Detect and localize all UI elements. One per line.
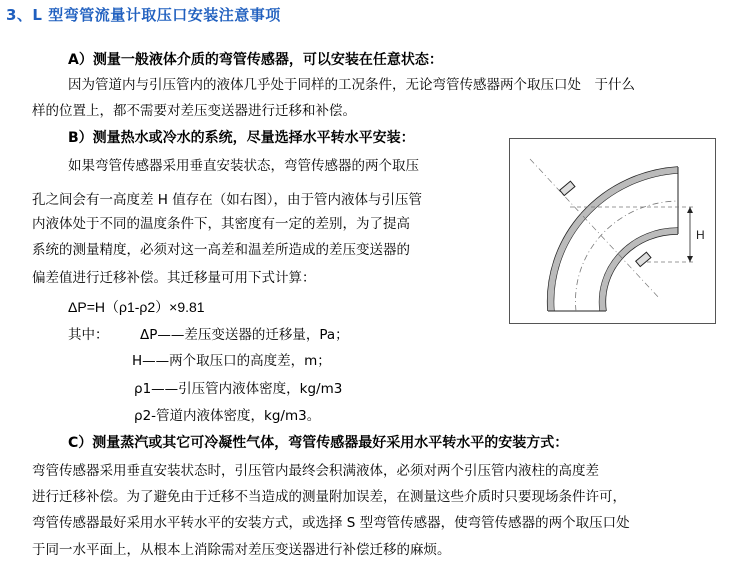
definition-item: ΔP——差压变送器的迁移量，Pa； [140,327,349,343]
pressure-tap-outer [560,181,575,195]
section-c-line: 于同一水平面上，从根本上消除需对差压变送器进行补偿迁移的麻烦。 [32,542,451,558]
section-c-heading: C）测量蒸汽或其它可冷凝性气体，弯管传感器最好采用水平转水平的安装方式： [68,435,569,451]
definition-item: ρ2-管道内液体密度，kg/m3。 [134,408,321,424]
arrow-up-icon [687,207,693,213]
section-c-line: 弯管传感器最好采用水平转水平的安装方式，或选择 S 型弯管传感器，使弯管传感器的两个取压口处 [32,515,630,531]
section-a-line: 样的位置上，都不需要对差压变送器进行迁移和补偿。 [32,103,356,119]
section-b-line: 如果弯管传感器采用垂直安装状态，弯管传感器的两个取压 [68,158,419,174]
section-b-line: 系统的测量精度，必须对这一高差和温差所造成的差压变送器的 [32,242,410,258]
section-a-line: 因为管道内与引压管内的液体几乎处于同样的工况条件，无论弯管传感器两个取压口处 于什么 [68,77,635,93]
height-label: H [696,228,705,242]
elbow-inner-hatch [599,228,678,311]
elbow-centerline [575,201,678,311]
arrow-down-icon [687,256,693,262]
definition-item: H——两个取压口的高度差，m； [132,353,331,369]
section-c-line: 进行迁移补偿。为了避免由于迁移不当造成的测量附加误差，在测量这些介质时只要现场条件许可， [32,489,626,505]
section-c-line: 弯管传感器采用垂直安装状态时，引压管内最终会积满液体，必须对两个引压管内液柱的高度差 [32,463,599,479]
elbow-pipe-figure [509,138,716,324]
elbow-outer-inner-wall [554,173,678,311]
section-b-line: 偏差值进行迁移补偿。其迁移量可用下式计算： [32,270,316,286]
section-b-line: 孔之间会有一高度差 H 值存在（如右图），由于管内液体与引压管 [32,192,422,208]
section-b-heading: B）测量热水或冷水的系统，尽量选择水平转水平安装： [68,130,415,146]
elbow-diagram [510,139,715,323]
elbow-inner-wall [605,234,678,311]
pressure-tap-inner [636,252,651,266]
definition-item: ρ1——引压管内液体密度，kg/m3 [134,381,343,397]
page-title: 3、L 型弯管流量计取压口安装注意事项 [6,6,281,24]
formula: ΔP=H（ρ1-ρ2）×9.81 [68,299,205,315]
section-a-heading: A）测量一般液体介质的弯管传感器，可以安装在任意状态： [68,52,443,68]
section-b-line: 内液体处于不同的温度条件下，其密度有一定的差别，为了提高 [32,216,410,232]
where-label: 其中： [68,327,109,343]
